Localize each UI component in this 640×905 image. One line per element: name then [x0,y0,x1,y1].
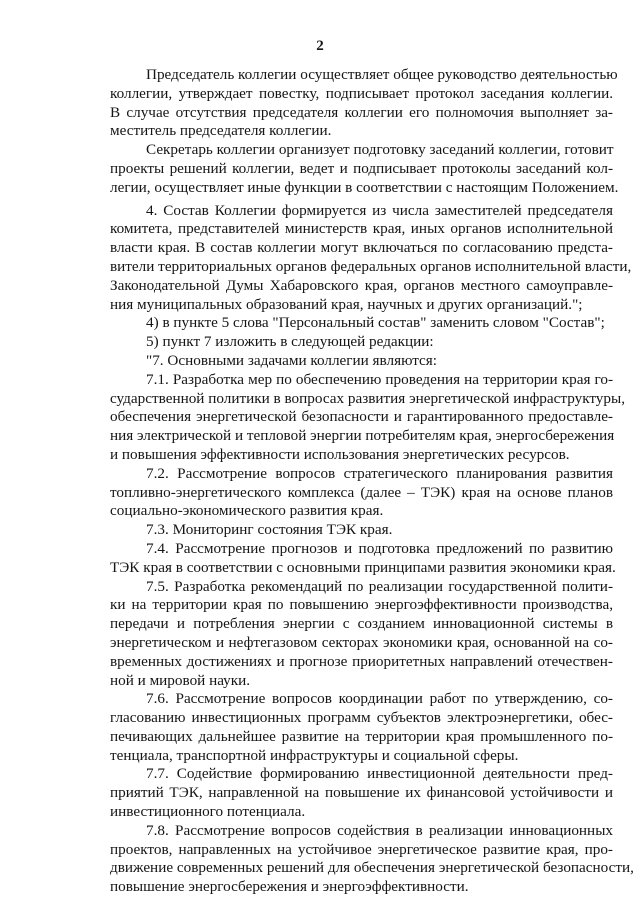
document-body [110,66,634,897]
text-line: повышение энергосбережения и энергоэффективности. [110,878,469,896]
text-line: Законодательной Думы Хабаровского края, органов местного самоуправле- [110,276,613,294]
text-line: комитета, представителей министерств края, иных органов исполнительной [110,220,613,238]
text-line: 7.4. Рассмотрение прогнозов и подготовка предложений по развитию [146,539,613,557]
paragraph [110,333,613,352]
text-line: тенциала, транспортной инфраструктуры и социальной сферы. [110,746,519,764]
text-line: легии, осуществляет иные функции в соответствии с настоящим Положением. [110,178,619,196]
text-line: передачи и потребления энергии с созданием инновационной системы в [110,615,613,633]
text-line: ной и мировой науки. [110,671,251,689]
paragraph [110,521,613,540]
text-line: "7. Основными задачами коллегии являются: [146,351,437,369]
paragraph [110,370,625,465]
text-line: временных достижениях и прогнозе приоритетных направлений отечествен- [110,652,613,670]
paragraph [110,352,613,371]
text-line: 7.6. Рассмотрение вопросов координации работ по утверждению, со- [146,690,613,708]
text-line: ТЭК края в соответствии с основными принципами развития экономики края. [110,558,616,576]
text-line: 7.3. Мониторинг состояния ТЭК края. [146,521,393,539]
paragraph [110,465,613,521]
text-line: ния муниципальных образований края, научных и других организаций."; [110,295,583,313]
paragraph [110,66,618,141]
text-line: топливно-энергетического комплекса (далее – ТЭК) края на основе планов [110,483,613,501]
text-line: Председатель коллегии осуществляет общее руководство деятельностью [146,66,618,83]
text-line: гласованию инвестиционных программ субъектов электроэнергетики, обес- [110,709,613,727]
text-line: 7.5. Разработка рекомендаций по реализации государственной полити- [146,577,613,595]
text-line: 4. Состав Коллегии формируется из числа заместителей председателя [146,201,613,219]
text-line: проекты решений коллегии, ведет и подписывает протоколы заседаний кол- [110,159,613,177]
text-line: вители территориальных органов федеральных органов исполнительной власти, [110,257,632,275]
text-line: 7.8. Рассмотрение вопросов содействия в реализации инновационных [146,821,613,839]
text-line: власти края. В состав коллегии могут включаться по согласованию предста- [110,239,613,257]
paragraph [110,539,616,578]
text-line: Секретарь коллегии организует подготовку заседаний коллегии, готовит [146,141,614,159]
text-line: коллегии, утверждает повестку, подписывает протокол заседания коллегии. [110,84,613,102]
text-line: В случае отсутствия председателя коллегии его полномочия выполняет за- [110,103,613,121]
text-line: 7.7. Содействие формированию инвестиционной деятельности пред- [146,765,613,783]
text-line: социально-экономического развития края. [110,502,384,520]
text-line: энергетическом и нефтегазовом секторах экономики края, основанной на со- [110,633,613,651]
paragraph [110,821,634,897]
text-line: 4) в пункте 5 слова "Персональный состав" заменить словом "Состав"; [146,314,605,332]
page-number: 2 [316,38,324,54]
text-line: движение современных решений для обеспечения энергетической безопасности, [110,859,634,877]
text-line: печивающих дальнейшее развитие на территории края промышленного по- [110,727,613,745]
paragraph [110,765,613,821]
text-line: и повышения эффективности использования энергетических ресурсов. [110,445,570,463]
text-line: меститель председателя коллегии. [110,122,332,140]
text-line: обеспечения энергетической безопасности и гарантированного предоставле- [110,408,613,426]
text-line: сударственной политики в вопросах развития энергетической инфраструктуры, [110,389,625,407]
text-line: 7.2. Рассмотрение вопросов стратегического планирования развития [146,464,613,482]
text-line: ки на территории края по повышению энергоэффективности производства, [110,596,613,614]
paragraph [110,690,613,765]
text-line: 7.1. Разработка мер по обеспечению проведения на территории края го- [146,370,613,388]
text-line: инвестиционного потенциала. [110,803,306,821]
paragraph [110,201,632,315]
text-line: 5) пункт 7 изложить в следующей редакции: [146,333,434,351]
text-line: проектов, направленных на устойчивое энергетическое развитие края, про- [110,840,613,858]
paragraph [110,141,619,197]
text-line: ния электрической и тепловой энергии потребителям края, энергосбережения [110,427,615,445]
paragraph [110,578,613,691]
paragraph [110,314,613,333]
text-line: приятий ТЭК, направленной на повышение их финансовой устойчивости и [110,784,613,802]
